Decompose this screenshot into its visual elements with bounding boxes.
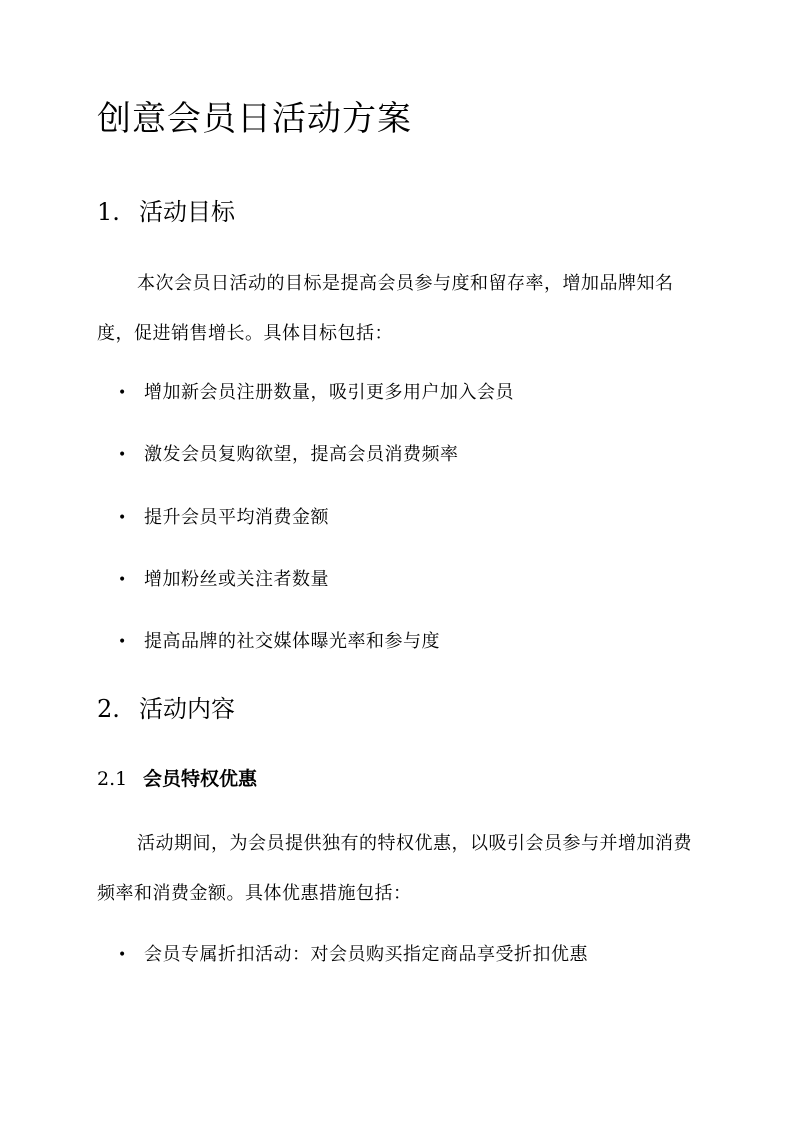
list-item	[118, 504, 329, 532]
section-number: 2.	[97, 695, 120, 723]
goals-paragraph: 本次会员日活动的目标是提高会员参与度和留存率，增加品牌知名度，促进销售增长。具体目标包括：	[97, 273, 674, 344]
document-title: 创意会员日活动方案	[97, 99, 412, 139]
section-number: 1.	[97, 198, 120, 226]
list-item-text: 提升会员平均消费金额	[144, 507, 329, 528]
bullet-icon: •	[118, 634, 127, 650]
list-item	[118, 628, 440, 656]
bullet-icon: •	[118, 447, 127, 463]
bullet-icon: •	[118, 510, 127, 526]
section-title: 活动目标	[139, 198, 235, 226]
list-item-text: 增加粉丝或关注者数量	[144, 569, 329, 590]
list-item	[118, 379, 514, 407]
list-item-text: 激发会员复购欲望，提高会员消费频率	[144, 444, 459, 465]
bullet-icon: •	[118, 947, 127, 963]
bullet-icon: •	[118, 572, 127, 588]
list-item	[118, 441, 459, 469]
subsection-title: 会员特权优惠	[143, 768, 258, 790]
privileges-paragraph: 活动期间，为会员提供独有的特权优惠，以吸引会员参与并增加消费频率和消费金额。具体优惠措施包括：	[97, 833, 692, 904]
section-heading-content	[97, 692, 235, 726]
list-item-text: 增加新会员注册数量，吸引更多用户加入会员	[144, 382, 514, 403]
subsection-number: 2.1	[97, 768, 128, 790]
list-item	[118, 941, 588, 969]
subsection-heading-member-privileges	[97, 765, 257, 793]
list-item-text: 会员专属折扣活动：对会员购买指定商品享受折扣优惠	[144, 944, 588, 965]
section-heading-goals	[97, 195, 235, 229]
bullet-icon: •	[118, 385, 127, 401]
list-item	[118, 566, 329, 594]
section-title: 活动内容	[139, 695, 235, 723]
list-item-text: 提高品牌的社交媒体曝光率和参与度	[144, 631, 440, 652]
